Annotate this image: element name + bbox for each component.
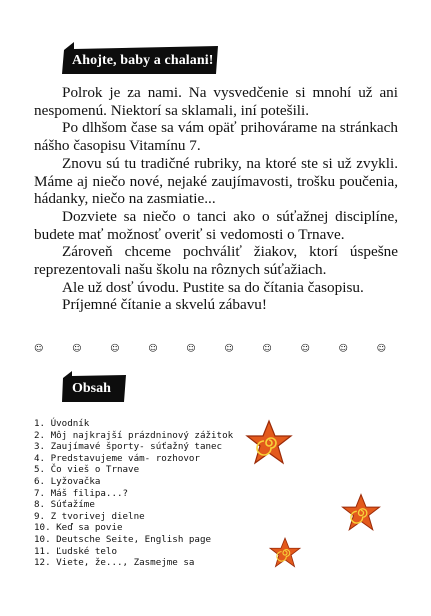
smiley-icon: ☺ xyxy=(224,344,234,354)
contents-item: 7. Máš filipa...? xyxy=(34,487,129,499)
intro-paragraph: Po dlhšom čase sa vám opäť prihovárame na stránkach nášho časopisu Vitamínu 7. xyxy=(34,119,398,155)
smiley-icon: ☺ xyxy=(34,344,44,354)
contents-list xyxy=(34,418,233,569)
intro-paragraph: Príjemné čítanie a skvelú zábavu! xyxy=(62,296,267,314)
contents-speech-bubble xyxy=(60,370,128,404)
smiley-icon: ☺ xyxy=(376,344,386,354)
contents-title: Obsah xyxy=(72,381,111,396)
smiley-icon: ☺ xyxy=(186,344,196,354)
contents-item: 10. Keď sa povie xyxy=(34,522,123,534)
intro-paragraph: Dozviete sa niečo o tanci ako o súťažnej disciplíne, budete mať možnosť overiť si vedomosti o Trnave. xyxy=(34,207,398,243)
smiley-icon: ☺ xyxy=(110,344,120,354)
smiley-icon: ☺ xyxy=(148,344,158,354)
intro-paragraph: Polrok je za nami. Na vysvedčenie si mnohí už ani nespomenú. Niektorí sa sklamali, iní potešili. xyxy=(34,84,398,119)
contents-item: 4. Predstavujeme vám- rozhovor xyxy=(34,452,200,464)
contents-item: 10. Deutsche Seite, English page xyxy=(34,533,212,545)
contents-item: 3. Zaujímavé športy- súťažný tanec xyxy=(34,441,223,453)
smiley-row xyxy=(34,344,386,354)
contents-item: 9. Z tvorivej dielne xyxy=(34,510,145,522)
greeting-speech-bubble xyxy=(60,40,220,76)
contents-item: 1. Úvodník xyxy=(34,418,90,429)
contents-item: 12. Viete, že..., Zasmejme sa xyxy=(34,557,195,569)
smiley-icon: ☺ xyxy=(72,344,82,354)
intro-paragraph: Ale už dosť úvodu. Pustite sa do čítania časopisu. xyxy=(62,278,364,296)
star-icon xyxy=(244,418,294,468)
intro-text xyxy=(34,84,398,314)
greeting-title: Ahojte, baby a chalani! xyxy=(72,53,214,68)
smiley-icon: ☺ xyxy=(338,344,348,354)
star-icon xyxy=(340,492,382,534)
contents-item: 8. Súťažíme xyxy=(34,499,95,511)
contents-item: 6. Lyžovačka xyxy=(34,475,101,487)
contents-item: 11. Ľudské telo xyxy=(34,545,117,557)
smiley-icon: ☺ xyxy=(262,344,272,354)
intro-paragraph: Znovu sú tu tradičné rubriky, na ktoré ste si už zvykli. Máme aj niečo nové, nejaké zaujímavosti, trošku poučenia, hádanky, niečo na zasmiatie... xyxy=(34,154,398,208)
intro-paragraph: Zároveň chceme pochváliť žiakov, ktorí úspešne reprezentovali našu školu na rôznych súťažiach. xyxy=(34,243,398,279)
contents-item: 2. Môj najkrajší prázdninový zážitok xyxy=(34,429,234,441)
star-icon xyxy=(268,536,302,570)
smiley-icon: ☺ xyxy=(300,344,310,354)
contents-item: 5. Čo vieš o Trnave xyxy=(34,464,140,476)
